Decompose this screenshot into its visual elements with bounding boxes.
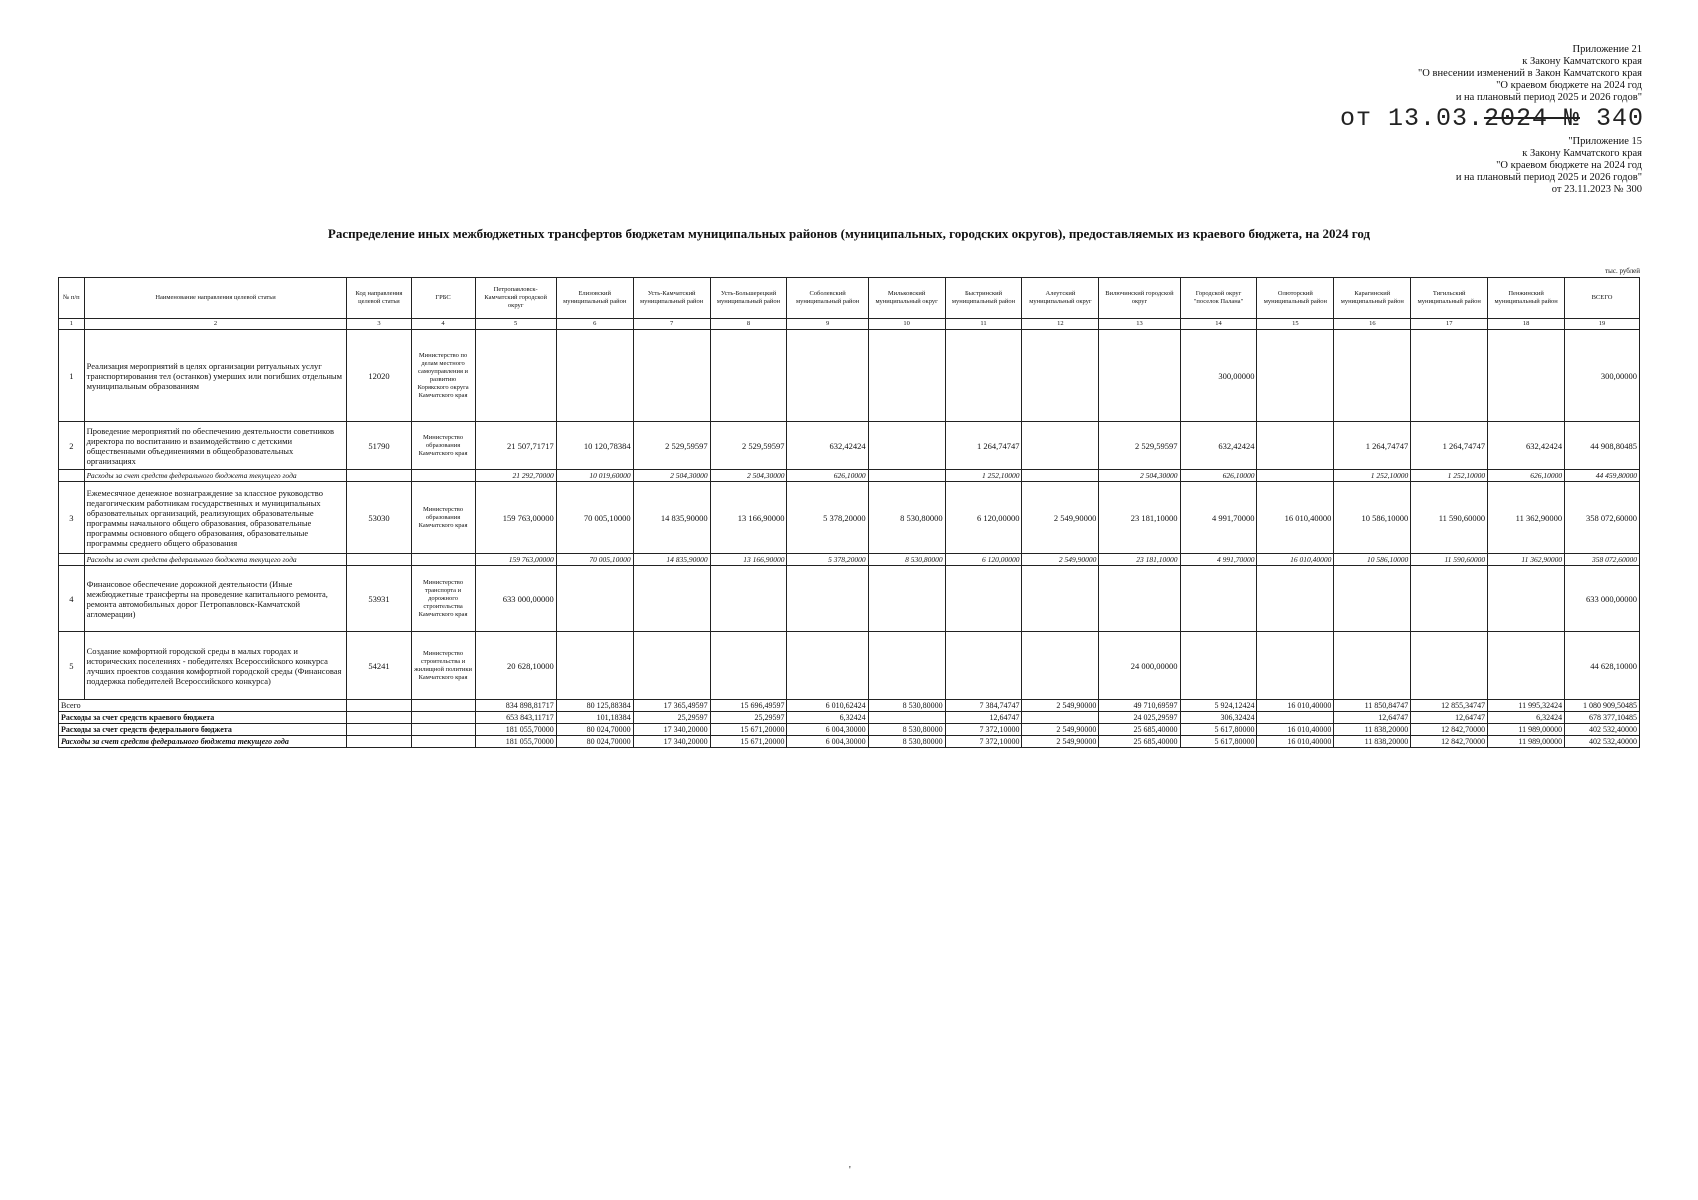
row-code: 54241	[347, 632, 411, 700]
row-value: 23 181,10000	[1099, 482, 1180, 554]
row-value: 11 590,60000	[1411, 482, 1488, 554]
subrow-value: 626,10000	[1180, 470, 1257, 482]
column-header: ГРБС	[411, 278, 475, 319]
row-number: 3	[59, 482, 85, 554]
row-value: 14 835,90000	[633, 482, 710, 554]
totals-value: 2 549,90000	[1022, 724, 1099, 736]
row-grbs: Министерство образования Камчатского края	[411, 422, 475, 470]
totals-value: 12 855,34747	[1411, 700, 1488, 712]
row-total: 300,00000	[1565, 330, 1640, 422]
row-value	[1411, 330, 1488, 422]
column-index: 10	[868, 319, 945, 330]
column-header: Елизовский муниципальный район	[556, 278, 633, 319]
totals-label: Расходы за счет средств федерального бюджета текущего года	[59, 736, 347, 748]
stamp-number: 340	[1579, 104, 1644, 133]
totals-value: 12 842,70000	[1411, 724, 1488, 736]
header-line: к Закону Камчатского края	[1522, 148, 1642, 159]
column-index: 6	[556, 319, 633, 330]
column-index: 16	[1334, 319, 1411, 330]
subrow-value: 2 504,30000	[633, 470, 710, 482]
row-total: 633 000,00000	[1565, 566, 1640, 632]
totals-value: 6 004,30000	[787, 724, 868, 736]
empty-cell	[411, 470, 475, 482]
column-header: Олюторский муниципальный район	[1257, 278, 1334, 319]
totals-value	[1257, 712, 1334, 724]
totals-value: 181 055,70000	[475, 724, 556, 736]
subrow-value: 70 005,10000	[556, 554, 633, 566]
column-header: Петропавловск-Камчатский городской округ	[475, 278, 556, 319]
row-total: 358 072,60000	[1565, 482, 1640, 554]
row-value	[1099, 330, 1180, 422]
totals-value: 7 372,10000	[945, 736, 1022, 748]
subrow-value: 159 763,00000	[475, 554, 556, 566]
totals-value: 80 024,70000	[556, 736, 633, 748]
row-name: Реализация мероприятий в целях организации ритуальных услуг транспортирования тел (останков) умерших или погибших отдельным муниципальным образованиям	[84, 330, 347, 422]
row-value	[1257, 422, 1334, 470]
row-value: 159 763,00000	[475, 482, 556, 554]
row-number: 5	[59, 632, 85, 700]
totals-value: 15 696,49597	[710, 700, 787, 712]
totals-value: 25,29597	[710, 712, 787, 724]
column-header: № п/п	[59, 278, 85, 319]
column-index: 19	[1565, 319, 1640, 330]
row-value	[868, 566, 945, 632]
totals-value: 11 838,20000	[1334, 724, 1411, 736]
row-total: 44 628,10000	[1565, 632, 1640, 700]
column-header: Вилючинский городской округ	[1099, 278, 1180, 319]
row-value	[556, 566, 633, 632]
subrow-value: 11 362,90000	[1488, 554, 1565, 566]
totals-value: 15 671,20000	[710, 724, 787, 736]
row-grbs: Министерство транспорта и дорожного строительства Камчатского края	[411, 566, 475, 632]
totals-value	[868, 712, 945, 724]
totals-value: 834 898,81717	[475, 700, 556, 712]
subrow-value: 14 835,90000	[633, 554, 710, 566]
column-index: 11	[945, 319, 1022, 330]
totals-value: 101,18384	[556, 712, 633, 724]
document-date-stamp	[1340, 104, 1644, 133]
column-header: Городской округ "поселок Палана"	[1180, 278, 1257, 319]
row-value: 8 530,80000	[868, 482, 945, 554]
row-value: 6 120,00000	[945, 482, 1022, 554]
row-number: 4	[59, 566, 85, 632]
subrow-value: 4 991,70000	[1180, 554, 1257, 566]
totals-value: 49 710,69597	[1099, 700, 1180, 712]
empty-cell	[411, 736, 475, 748]
header-line: "О краевом бюджете на 2024 год	[1496, 80, 1642, 91]
row-code: 53931	[347, 566, 411, 632]
row-value	[945, 330, 1022, 422]
column-index: 7	[633, 319, 710, 330]
row-value: 4 991,70000	[1180, 482, 1257, 554]
stamp-date: от 13.03.	[1339, 104, 1484, 133]
row-value: 11 362,90000	[1488, 482, 1565, 554]
column-header: Мильковский муниципальный округ	[868, 278, 945, 319]
header-line: и на плановый период 2025 и 2026 годов"	[1455, 172, 1642, 183]
column-index: 14	[1180, 319, 1257, 330]
subrow-value: 626,10000	[787, 470, 868, 482]
header-line: "Приложение 15	[1568, 136, 1642, 147]
row-value	[1099, 566, 1180, 632]
empty-cell	[347, 724, 411, 736]
totals-value: 6,32424	[787, 712, 868, 724]
totals-value: 24 025,29597	[1099, 712, 1180, 724]
totals-row	[59, 736, 1640, 748]
row-value: 24 000,00000	[1099, 632, 1180, 700]
header-line: и на плановый период 2025 и 2026 годов"	[1455, 92, 1642, 103]
totals-value: 7 384,74747	[945, 700, 1022, 712]
subrow-value: 10 586,10000	[1334, 554, 1411, 566]
empty-cell	[411, 554, 475, 566]
totals-total: 678 377,10485	[1565, 712, 1640, 724]
row-value	[868, 330, 945, 422]
row-code: 53030	[347, 482, 411, 554]
column-header: Соболевский муниципальный район	[787, 278, 868, 319]
row-value: 2 549,90000	[1022, 482, 1099, 554]
totals-value: 11 989,00000	[1488, 724, 1565, 736]
row-name: Создание комфортной городской среды в малых городах и исторических поселениях - победителях Всероссийского конкурса лучших проектов создания комфортной городской среды (Финансовая поддержка победителей Всероссийского конкурса)	[84, 632, 347, 700]
column-index: 15	[1257, 319, 1334, 330]
row-value	[1488, 632, 1565, 700]
document-title: Распределение иных межбюджетных трансфертов бюджетам муниципальных районов (муниципальных, городских округов), предоставляемых из краевого бюджета, на 2024 год	[327, 226, 1371, 241]
column-index-row	[59, 319, 1640, 330]
row-value: 70 005,10000	[556, 482, 633, 554]
row-grbs: Министерство по делам местного самоуправления и развитию Корякского округа Камчатского края	[411, 330, 475, 422]
subrow-value: 2 549,90000	[1022, 554, 1099, 566]
totals-total: 402 532,40000	[1565, 724, 1640, 736]
totals-value: 16 010,40000	[1257, 736, 1334, 748]
column-index: 9	[787, 319, 868, 330]
totals-value: 12,64747	[1411, 712, 1488, 724]
subrow-total: 358 072,60000	[1565, 554, 1640, 566]
column-header: Усть-Камчатский муниципальный район	[633, 278, 710, 319]
empty-cell	[411, 712, 475, 724]
row-value	[1022, 330, 1099, 422]
totals-value: 80 125,88384	[556, 700, 633, 712]
column-index: 12	[1022, 319, 1099, 330]
subrow-value: 8 530,80000	[868, 554, 945, 566]
row-value	[1257, 632, 1334, 700]
totals-value: 6 004,30000	[787, 736, 868, 748]
row-value	[868, 422, 945, 470]
column-header: ВСЕГО	[1565, 278, 1640, 319]
row-value	[556, 330, 633, 422]
column-header: Усть-Большерецкий муниципальный район	[710, 278, 787, 319]
header-line: "О краевом бюджете на 2024 год	[1496, 160, 1642, 171]
appendix-header-new	[1418, 44, 1642, 104]
row-value	[1022, 566, 1099, 632]
row-value: 5 378,20000	[787, 482, 868, 554]
subrow-value: 6 120,00000	[945, 554, 1022, 566]
table-row	[59, 482, 1640, 554]
column-index: 13	[1099, 319, 1180, 330]
totals-value: 8 530,80000	[868, 700, 945, 712]
subrow-value: 626,10000	[1488, 470, 1565, 482]
row-value	[1022, 632, 1099, 700]
table-row	[59, 566, 1640, 632]
empty-cell	[347, 736, 411, 748]
totals-total: 1 080 909,50485	[1565, 700, 1640, 712]
row-total: 44 908,80485	[1565, 422, 1640, 470]
totals-value: 6 010,62424	[787, 700, 868, 712]
totals-value: 25 685,40000	[1099, 736, 1180, 748]
column-index: 3	[347, 319, 411, 330]
totals-value: 7 372,10000	[945, 724, 1022, 736]
totals-value: 11 995,32424	[1488, 700, 1565, 712]
row-value: 10 120,78384	[556, 422, 633, 470]
subrow-value: 1 252,10000	[945, 470, 1022, 482]
row-value: 632,42424	[1180, 422, 1257, 470]
row-code: 51790	[347, 422, 411, 470]
column-index: 18	[1488, 319, 1565, 330]
column-index: 8	[710, 319, 787, 330]
totals-value: 17 340,20000	[633, 724, 710, 736]
row-value	[710, 330, 787, 422]
footer-mark: '	[849, 1165, 851, 1176]
subrow-value: 1 252,10000	[1411, 470, 1488, 482]
subrow-value: 2 504,30000	[1099, 470, 1180, 482]
empty-cell	[347, 554, 411, 566]
row-number: 1	[59, 330, 85, 422]
totals-value: 11 850,84747	[1334, 700, 1411, 712]
units-label: тыс. рублей	[1605, 267, 1640, 275]
totals-value: 11 838,20000	[1334, 736, 1411, 748]
row-value: 2 529,59597	[1099, 422, 1180, 470]
row-value: 16 010,40000	[1257, 482, 1334, 554]
row-value: 1 264,74747	[1334, 422, 1411, 470]
row-value	[1180, 632, 1257, 700]
stamp-struck-part: 2024 №	[1483, 104, 1580, 133]
column-header: Пенжинский муниципальный район	[1488, 278, 1565, 319]
subrow-value: 2 504,30000	[710, 470, 787, 482]
totals-value: 11 989,00000	[1488, 736, 1565, 748]
row-value	[633, 330, 710, 422]
row-value: 1 264,74747	[1411, 422, 1488, 470]
row-value	[633, 632, 710, 700]
row-value: 20 628,10000	[475, 632, 556, 700]
totals-row	[59, 724, 1640, 736]
totals-label: Расходы за счет средств федерального бюджета	[59, 724, 347, 736]
row-value	[945, 566, 1022, 632]
totals-value: 17 340,20000	[633, 736, 710, 748]
totals-value: 16 010,40000	[1257, 700, 1334, 712]
column-index: 17	[1411, 319, 1488, 330]
subrow-label: Расходы за счет средств федерального бюджета текущего года	[84, 554, 347, 566]
row-value	[1257, 566, 1334, 632]
totals-value: 6,32424	[1488, 712, 1565, 724]
subrow-label: Расходы за счет средств федерального бюджета текущего года	[84, 470, 347, 482]
totals-value: 17 365,49597	[633, 700, 710, 712]
row-value	[710, 566, 787, 632]
totals-value: 8 530,80000	[868, 724, 945, 736]
totals-value: 12 842,70000	[1411, 736, 1488, 748]
row-value: 21 507,71717	[475, 422, 556, 470]
totals-label: Расходы за счет средств краевого бюджета	[59, 712, 347, 724]
row-value: 10 586,10000	[1334, 482, 1411, 554]
column-index: 4	[411, 319, 475, 330]
row-value	[1334, 632, 1411, 700]
row-value	[1257, 330, 1334, 422]
totals-value: 25 685,40000	[1099, 724, 1180, 736]
row-value	[868, 632, 945, 700]
row-value: 632,42424	[1488, 422, 1565, 470]
subrow-value: 10 019,60000	[556, 470, 633, 482]
totals-value: 181 055,70000	[475, 736, 556, 748]
totals-value: 653 843,11717	[475, 712, 556, 724]
row-value	[1411, 566, 1488, 632]
totals-value: 306,32424	[1180, 712, 1257, 724]
totals-value: 12,64747	[945, 712, 1022, 724]
row-value	[787, 566, 868, 632]
subrow-value: 16 010,40000	[1257, 554, 1334, 566]
empty-cell	[411, 700, 475, 712]
row-value	[1334, 566, 1411, 632]
row-grbs: Министерство образования Камчатского края	[411, 482, 475, 554]
row-value	[1488, 330, 1565, 422]
totals-value: 16 010,40000	[1257, 724, 1334, 736]
table-row	[59, 422, 1640, 470]
row-value	[475, 330, 556, 422]
row-number: 2	[59, 422, 85, 470]
table-header	[59, 278, 1640, 330]
row-value	[945, 632, 1022, 700]
transfers-table	[58, 277, 1640, 748]
empty-cell	[59, 470, 85, 482]
column-index: 2	[84, 319, 347, 330]
header-row	[59, 278, 1640, 319]
totals-value: 5 924,12424	[1180, 700, 1257, 712]
subrow-value: 1 252,10000	[1334, 470, 1411, 482]
federal-subrow	[59, 470, 1640, 482]
totals-value: 2 549,90000	[1022, 736, 1099, 748]
row-value	[787, 330, 868, 422]
totals-value: 25,29597	[633, 712, 710, 724]
row-value: 633 000,00000	[475, 566, 556, 632]
totals-value: 5 617,80000	[1180, 724, 1257, 736]
totals-value: 15 671,20000	[710, 736, 787, 748]
subrow-value	[868, 470, 945, 482]
row-value	[556, 632, 633, 700]
row-value	[1180, 566, 1257, 632]
column-header: Карагинский муниципальный район	[1334, 278, 1411, 319]
empty-cell	[59, 554, 85, 566]
table-row	[59, 632, 1640, 700]
row-value	[787, 632, 868, 700]
column-header: Быстринский муниципальный район	[945, 278, 1022, 319]
header-line: Приложение 21	[1572, 44, 1642, 55]
empty-cell	[347, 712, 411, 724]
row-value	[1411, 632, 1488, 700]
row-value	[1022, 422, 1099, 470]
column-header: Наименование направления целевой статьи	[84, 278, 347, 319]
header-line: "О внесении изменений в Закон Камчатского края	[1418, 68, 1642, 79]
empty-cell	[347, 700, 411, 712]
federal-subrow	[59, 554, 1640, 566]
row-name: Финансовое обеспечение дорожной деятельности (Иные межбюджетные трансферты на проведение капитального ремонта, ремонта автомобильных дорог Петропавловск-Камчатской агломерации)	[84, 566, 347, 632]
row-code: 12020	[347, 330, 411, 422]
row-grbs: Министерство строительства и жилищной политики Камчатского края	[411, 632, 475, 700]
appendix-header-old	[1456, 136, 1642, 196]
header-line: к Закону Камчатского края	[1522, 56, 1642, 67]
column-header: Тигильский муниципальный район	[1411, 278, 1488, 319]
totals-value: 12,64747	[1334, 712, 1411, 724]
row-value: 1 264,74747	[945, 422, 1022, 470]
subrow-value	[1022, 470, 1099, 482]
column-index: 5	[475, 319, 556, 330]
subrow-value: 21 292,70000	[475, 470, 556, 482]
column-header: Алеутский муниципальный округ	[1022, 278, 1099, 319]
subrow-value: 5 378,20000	[787, 554, 868, 566]
table-body	[59, 330, 1640, 748]
totals-value: 8 530,80000	[868, 736, 945, 748]
column-index: 1	[59, 319, 85, 330]
row-name: Ежемесячное денежное вознаграждение за классное руководство педагогическим работникам государственных и муниципальных образовательных организаций, реализующих образовательные программы начального общего образования, образовательные программы основного общего образования, образовательные программы среднего общего образования	[84, 482, 347, 554]
subrow-value: 13 166,90000	[710, 554, 787, 566]
totals-total: 402 532,40000	[1565, 736, 1640, 748]
row-value	[633, 566, 710, 632]
subrow-total: 44 459,80000	[1565, 470, 1640, 482]
totals-row	[59, 700, 1640, 712]
totals-value	[1022, 712, 1099, 724]
table-row	[59, 330, 1640, 422]
subrow-value: 23 181,10000	[1099, 554, 1180, 566]
row-name: Проведение мероприятий по обеспечению деятельности советников директора по воспитанию и взаимодействию с детскими общественными объединениями в общеобразовательных организациях	[84, 422, 347, 470]
totals-row	[59, 712, 1640, 724]
row-value: 13 166,90000	[710, 482, 787, 554]
empty-cell	[347, 470, 411, 482]
row-value	[1334, 330, 1411, 422]
totals-value: 2 549,90000	[1022, 700, 1099, 712]
totals-value: 80 024,70000	[556, 724, 633, 736]
subrow-value	[1257, 470, 1334, 482]
totals-value: 5 617,80000	[1180, 736, 1257, 748]
row-value	[710, 632, 787, 700]
empty-cell	[411, 724, 475, 736]
row-value: 2 529,59597	[633, 422, 710, 470]
row-value: 632,42424	[787, 422, 868, 470]
totals-label: Всего	[59, 700, 347, 712]
subrow-value: 11 590,60000	[1411, 554, 1488, 566]
row-value: 300,00000	[1180, 330, 1257, 422]
row-value: 2 529,59597	[710, 422, 787, 470]
row-value	[1488, 566, 1565, 632]
header-line: от 23.11.2023 № 300	[1551, 184, 1642, 195]
column-header: Код направления целевой статьи	[347, 278, 411, 319]
